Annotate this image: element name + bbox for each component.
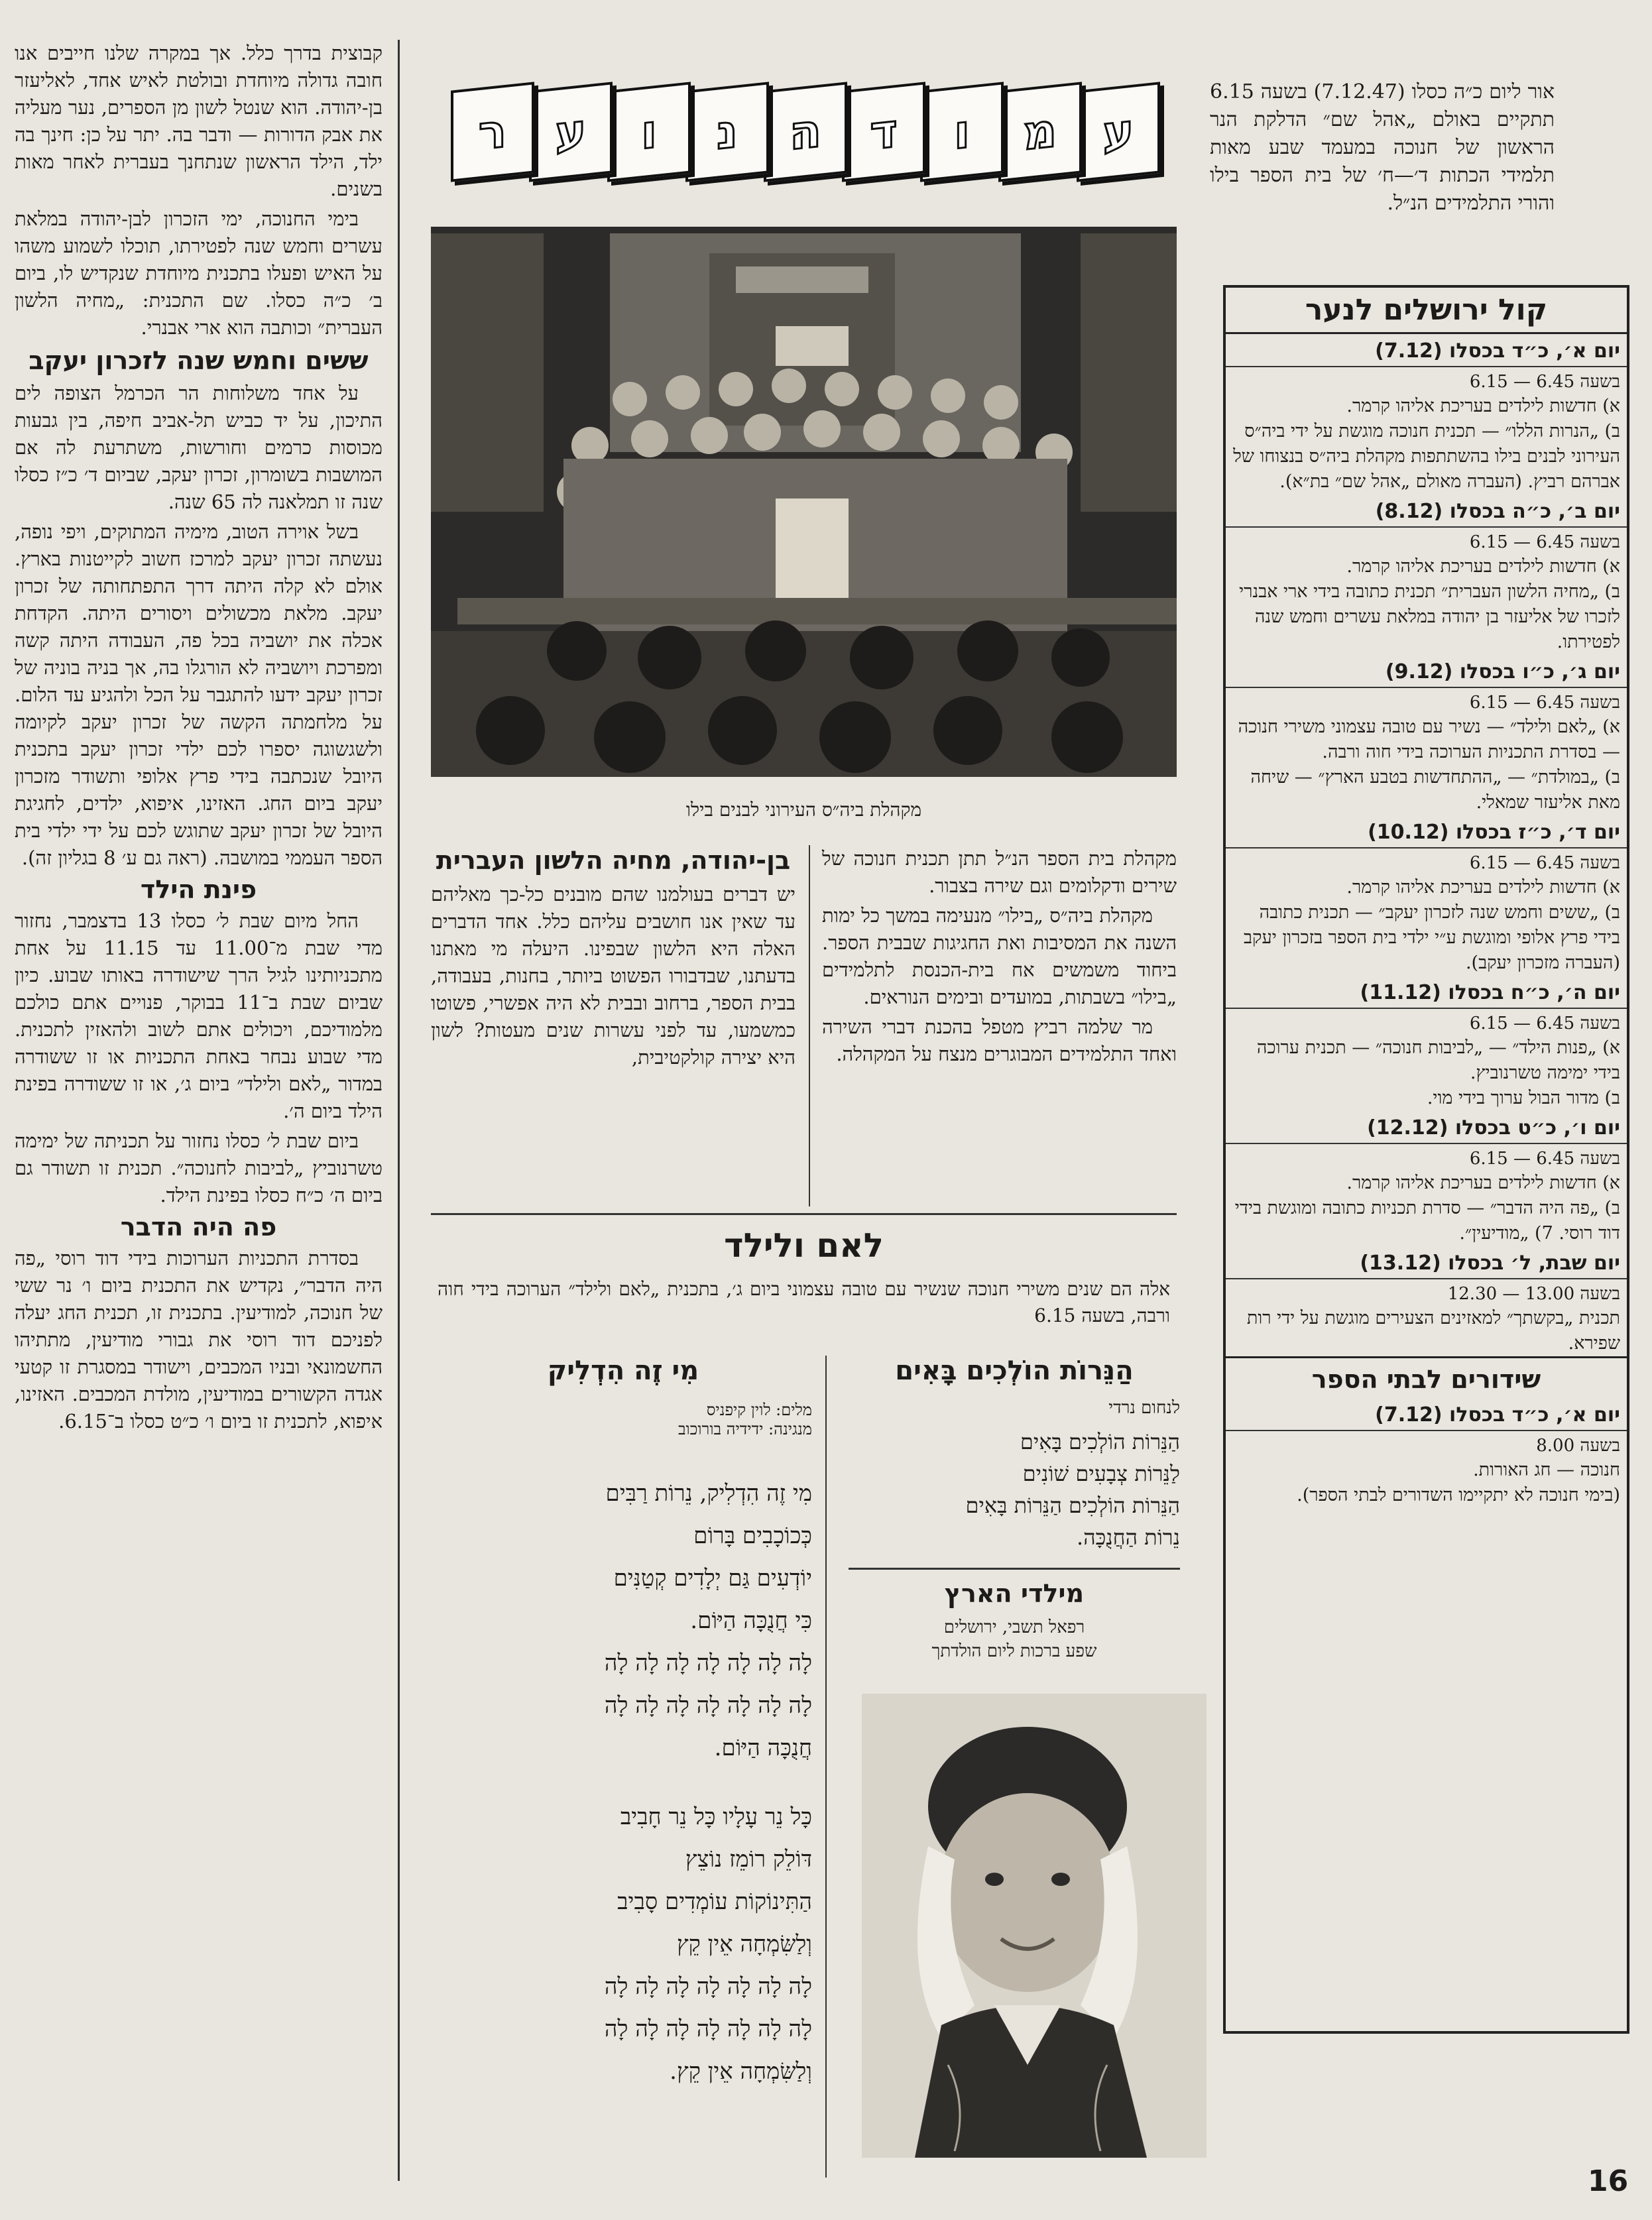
left-para-6: ביום שבת ל׳ כסלו נחזור על תכניתה של ימימה טשרנוביץ „לביבות לחנוכה״. תכנית זו תשודר גם ביום ה׳ כ״ח כסלו בפינת הילד. (15, 1130, 383, 1206)
song-2-line: כִּי חֲנֻכָּה הַיּוֹם. (690, 1607, 812, 1634)
masthead-letter-block (842, 82, 925, 182)
song-2-lines (434, 1472, 812, 2093)
masthead-letter-block (920, 82, 1004, 182)
schedule-day-date: יום שבת, ל׳ בכסלו (13.12) (1226, 1249, 1627, 1279)
schedule-item: א) חדשות לילדים בעריכת אליהו קרמר. (1346, 1173, 1620, 1193)
song-1-title: הַנֵּרוֹת הוֹלְכִים בָּאִים (895, 1356, 1134, 1386)
masthead-letter: נ (717, 103, 738, 160)
schedule-day-date: יום ד׳, כ״ז בכסלו (10.12) (1226, 818, 1627, 848)
masthead-letter: ה (789, 103, 822, 161)
schedule-day-time: בשעה 6.45 — 6.15 (1469, 1149, 1620, 1169)
song-2-title: מִי זֶה הִדְלִיק (547, 1356, 699, 1386)
song-2-line: וְלַשִּׂמְחָה אֵין קֵץ (676, 1931, 812, 1957)
song-1-line-1: הַנֵּרוֹת הוֹלְכִים בָּאִים (1020, 1429, 1180, 1454)
schedule-day-date: יום ב׳, כ״ה בכסלו (8.12) (1226, 497, 1627, 528)
column-rule-mid (809, 845, 810, 1206)
choir-photo (431, 227, 1177, 777)
schedule-day-time: בשעה 6.45 — 6.15 (1469, 1014, 1620, 1033)
masthead-letter-block (998, 82, 1082, 182)
child-photo-illustration (862, 1694, 1207, 2158)
song-2-line: הַתִּינוֹקוֹת עוֹמְדִים סָבִיב (617, 1889, 812, 1915)
song-2-line: כְּכוֹכָבִים בָּרוֹם (693, 1523, 812, 1549)
schools-item-2: (בימי חנוכה לא יתקיימו השדורים לבתי הספר). (1297, 1485, 1620, 1505)
left-para-7: בסדרת התכניות הערוכות בידי דוד רוסי „פה היה הדבר״, נקדיש את התכנית ביום ו׳ נר ששי של חנוכה, למודיעין. בתכנית זו, תכנית החג יעלה לפניכם דוד רוסי את גבורי מודיעין, מתתיהו החשמונאי ובניו המכבים, וישודר במסגרת זו קטעי אגדה הקשורים במודיעין, מולדת המכבים. האזינו, איפוא, לתכנית זו ביום ו׳ כ״ט כסלו ב־6.15. (15, 1247, 383, 1432)
schools-date: יום א׳, כ״ד בכסלו (7.12) (1226, 1401, 1627, 1431)
schedule-item: א) „פנות הילד״ — „לביבות חנוכה״ — תכנית ערוכה בידי ימימה טשרנוביץ. (1256, 1037, 1620, 1083)
intro-paragraph: אור ליום כ״ה כסלו (7.12.47) בשעה 6.15 תתקיים באולם „אהל שם״ הדלקת הנר הראשון של חנוכה במעמד שבע מאות תלמידי הכתות ד׳—ח׳ של בית הספר בילו והורי התלמידים הנ״ל. (1210, 80, 1555, 215)
schedule-item: ב) „מחיה הלשון העברית״ תכנית כתובה בידי ארי אבנרי לזכרו של אליעזר בן יהודה במלאת עשרים וחמש שנה לפטירתו. (1239, 581, 1620, 652)
song-2-credit-1: מלים: לוין קיפניס (706, 1401, 812, 1419)
song-1 (849, 1356, 1180, 1553)
schedule-day-date: יום א׳, כ״ד בכסלו (7.12) (1226, 337, 1627, 367)
column-rule-songs (825, 1356, 827, 2178)
schedule-days (1226, 337, 1627, 1356)
masthead (438, 60, 1167, 199)
masthead-letter: מ (1023, 103, 1057, 161)
masthead-letter: ע (555, 103, 587, 161)
schedule-item: א) חדשות לילדים בעריכת אליהו קרמר. (1346, 556, 1620, 577)
song-2-line (434, 1769, 812, 1796)
song-2-credit-2: מנגינה: ידידיה בורוכוב (678, 1420, 812, 1438)
masthead-letter-block (529, 82, 613, 182)
heading-zichron: ששים וחמש שנה לזכרון יעקב (29, 346, 369, 375)
song-1-author: לנחום נרדי (1108, 1398, 1180, 1418)
schedule-item: ב) מדור הבול ערוך בידי מוי. (1427, 1088, 1620, 1108)
column-rule-left (398, 40, 400, 2181)
heading-child-corner: פינת הילד (140, 875, 257, 904)
masthead-letter: ו (640, 103, 658, 160)
schedule-box (1223, 285, 1629, 2034)
birthday-title: מילדי הארץ (944, 1579, 1085, 1608)
choir-column (822, 845, 1177, 1071)
left-para-4: בשל אוירה הטוב, מימיה המתוקים, ויפי נופה, נעשתה זכרון יעקב למרכז חשוב לקייטנות בארץ. אולם לא קלה היתה דרך התפתחותה של זכרון יעקב. מלאת מכשולים ויסורים היתה. הקדחת אכלה את יושביה בכל פה, העבודה היתה קשה ומפרכת ויושביה לא הורגלו בה, אך בניה בוניה של זכרון יעקב ידעו להתגבר על הכל ולהגיע עד הלום. על מלחמתה הקשה של זכרון יעקב לקיומה ולשגשוגה יספרו לכם ילדי זכרון יעקב בתכנית היובל שנכתבה בידי פרץ אלופי ותשודר מזכרון יעקב ביום החג. האזינו, איפוא, ילדים, לחגיגת היובל של זכרון יעקב שתוגש לכם על ידי ילדי בית הספר העממי במושבה. (ראה גם ע׳ 8 בגליון זה). (15, 520, 383, 869)
masthead-letter: ע (1102, 103, 1134, 161)
choir-para-1: מקהלת בית הספר הנ״ל תתן תכנית חנוכה של שירים ודקלומים וגם שירה בצבור. (822, 847, 1177, 897)
schedule-item: ב) „ששים וחמש שנה לזכרון יעקב״ — תכנית כתובה בידי פרץ אלופי ומוגשת ע״י ילדי בית הספר בזכרון יעקב (העברה מזכרון יעקב). (1243, 902, 1620, 973)
schedule-day-date: יום ג׳, כ״ו בכסלו (9.12) (1226, 658, 1627, 688)
schedule-item: א) „לאם ולילד״ — נשיר עם טובה עצמוני משירי חנוכה — בסדרת התכניות הערוכה בידי חוה ורבה. (1238, 717, 1620, 762)
schools-title: שידורים לבתי הספר (1226, 1356, 1627, 1398)
left-para-3: על אחד משלוחות הר הכרמל הצופה לים התיכון, על יד כביש תל-אביב חיפה, בין גבעות מכוסות כרמים וחורשות, משתרעת לה אם המושבות בשומרון, זכרון יעקב, שביום ד׳ כ״ז כסלו שנה זו תמלאנה לה 65 שנה. (15, 382, 383, 513)
left-para-2: בימי החנוכה, ימי הזכרון לבן-יהודה במלאת עשרים וחמש שנה לפטירתו, תוכלו לשמוע משהו על האיש ופעלו בתכנית מיוחדת שנקדיש לו, ביום ב׳ כ״ה כסלו. שם התכנית: „מחיה הלשון העברית״ וכותבה הוא ארי אבנרי. (15, 207, 383, 339)
song-2-line: חֲנֻכָּה הַיּוֹם. (714, 1735, 812, 1761)
song-2-line: דּוֹלֵק רוֹמֵז נוֹצֵץ (685, 1846, 812, 1873)
left-column (15, 40, 383, 1438)
mother-child-title: לאם ולילד (724, 1226, 884, 1265)
masthead-letter-block (764, 82, 847, 182)
mother-child-intro: אלה הם שנים משירי חנוכה שנשיר עם טובה עצמוני ביום ג׳, בתכנית „לאם ולילד״ הערוכה בידי חוה ורבה, בשעה 6.15 (438, 1278, 1170, 1326)
song-2-line: לָה לָה לָה לָה לָה לָה לָה (604, 1692, 812, 1719)
song-2-line: לָה לָה לָה לָה לָה לָה לָה (604, 1650, 812, 1676)
song-1-line-4: נֵרוֹת הַחֲנֻכָּה. (1077, 1525, 1180, 1550)
schedule-day-date: יום ו׳, כ״ט בכסלו (12.12) (1226, 1114, 1627, 1144)
birthday-name: רפאל תשבי, ירושלים (943, 1617, 1085, 1637)
masthead-letter: ר (478, 103, 507, 161)
song-2-line: לָה לָה לָה לָה לָה לָה לָה (604, 2016, 812, 2042)
choir-para-2: מקהלת ביה״ס „בילו״ מנעימה במשך כל ימות השנה את המסיבות ואת החגיגות שבבית הספר. ביחוד משמשים אח בית-הכנסת לתלמידים „בילו״ בשבתות, במועדים ובימים הנוראים. (822, 904, 1177, 1008)
ben-yehuda-text: יש דברים בעולמנו שהם מובנים כל-כך מאליהם עד שאין אנו חושבים עליהם כלל. אחד הדברים האלה היא הלשון שבפינו. היעלה מי מאתנו בדעתנו, שבדבורו הפשוט ביותר, בחנות, בעבודה, בבית הספר, ברחוב ובבית לא היה אפשרי, פשוטו כמשמעו, עד לפני עשרות שנים מעטות? לשון היא יצירה קולקטיבית, (431, 883, 796, 1069)
schedule-title: קול ירושלים לנער (1226, 288, 1627, 334)
schedule-day-time: בשעה 6.45 — 6.15 (1469, 853, 1620, 873)
schedule-day-time: בשעה 13.00 — 12.30 (1447, 1284, 1620, 1304)
schedule-day-time: בשעה 6.45 — 6.15 (1469, 372, 1620, 392)
heading-here-it-was: פה היה הדבר (120, 1212, 277, 1242)
song-2-line: מִי זֶה הִדְלִיק, נֵרוֹת רַבִּים (605, 1480, 812, 1507)
masthead-letter: ד (870, 103, 898, 161)
ben-yehuda-title: בן-יהודה, מחיה הלשון העברית (436, 846, 791, 875)
song-2 (434, 1356, 812, 2093)
schedule-item: ב) „פה היה הדבר״ — סדרת תכניות כתובה ומוגשת בידי דוד רוסי. 7) „מודיעין״. (1234, 1198, 1620, 1244)
divider-horizontal (431, 1213, 1177, 1215)
song-2-line: וְלַשִּׂמְחָה אֵין קֵץ. (670, 2058, 812, 2085)
schools-time: בשעה 8.00 (1536, 1436, 1620, 1456)
choir-para-3: מר שלמה רביץ מטפל בהכנת דברי השירה ואחד התלמידים המבוגרים מנצח על המקהלה. (822, 1016, 1177, 1065)
masthead-letter-block (685, 82, 769, 182)
intro-text (1210, 78, 1555, 220)
song-1-line-3: הַנֵּרוֹת הוֹלְכִים הַנֵּרוֹת בָּאִים (965, 1493, 1180, 1518)
song-2-line: לָה לָה לָה לָה לָה לָה לָה (604, 1973, 812, 2000)
schools-item-1: חנוכה — חג האורות. (1473, 1460, 1620, 1480)
birthday-section (849, 1568, 1180, 1661)
masthead-letter-block (451, 82, 534, 182)
ben-yehuda-article (431, 845, 796, 1071)
schedule-item: תכנית „בקשתך״ למאזינים הצעירים מוגשת על ידי רות שפירא. (1246, 1308, 1620, 1354)
birthday-wish: שפע ברכות ליום הולדתך (931, 1641, 1097, 1661)
schedule-day-time: בשעה 6.45 — 6.15 (1469, 693, 1620, 713)
left-para-5: החל מיום שבת ל׳ כסלו 13 בדצמבר, נחזור מדי שבת מ־11.00 עד 11.15 על אחת מתכניותינו לגיל הרך שישודרה באותו שבוע. כיון שביום שבת ב־11 בבוקר, פנויים אתם כולכם מלמודיכם, ויכולים אתם לשוב ולהאזין לתכנית. מדי שבוע נבחר באחת התכניות או זו ששודרה במדור „לאם ולילד״ ביום ג׳, או זו ששודרה בפינת הילד ביום ה׳. (15, 909, 383, 1122)
song-2-line: כָּל נֵר עָלָיו כָּל נֵר חָבִיב (620, 1804, 812, 1830)
photo-caption: מקהלת ביה״ס העירוני לבנים בילו (685, 799, 922, 821)
child-photo (862, 1694, 1207, 2158)
schedule-day-time: בשעה 6.45 — 6.15 (1469, 532, 1620, 552)
page-number: 16 (1588, 2164, 1629, 2198)
choir-photo-illustration (431, 227, 1177, 777)
song-1-line-2: לַנֵּרוֹת צְבָעִים שׁוֹנִים (1022, 1461, 1180, 1486)
masthead-letter: ו (953, 103, 971, 160)
left-para-1: קבוצית בדרך כלל. אך במקרה שלנו חייבים אנו חובה גדולה מיוחדת ובולטת לאיש אחד, לאליעזר בן-יהודה. הוא שנטל לשון מן הספרים, נער מעליה את אבק הדורות — ודבר בה. יתר על כן: חינך בה ילד, הילד הראשון שנתחנך בעברית לאחר מאות בשנים. (15, 42, 383, 200)
song-2-line: יוֹדְעִים גַּם יְלָדִים קְטַנִּים (613, 1565, 812, 1592)
masthead-letter-block (1077, 82, 1160, 182)
masthead-letter-block (607, 82, 691, 182)
schedule-day-date: יום ה׳, כ״ח בכסלו (11.12) (1226, 978, 1627, 1009)
schedule-item: א) חדשות לילדים בעריכת אליהו קרמר. (1346, 396, 1620, 416)
schedule-item: ב) „במולדת״ — „ההתחדשות בטבע הארץ״ — שיחה מאת אליעזר שמאלי. (1250, 767, 1620, 813)
schedule-item: ב) „הנרות הללו״ — תכנית חנוכה מוגשת על ידי ביה״ס העירוני לבנים בילו בהשתתפות מקהלת ביה״ס בנצוחו של אברהם רביץ. (העברה מאולם „אהל שם״ בת״א). (1233, 421, 1620, 492)
schedule-item: א) חדשות לילדים בעריכת אליהו קרמר. (1346, 877, 1620, 898)
